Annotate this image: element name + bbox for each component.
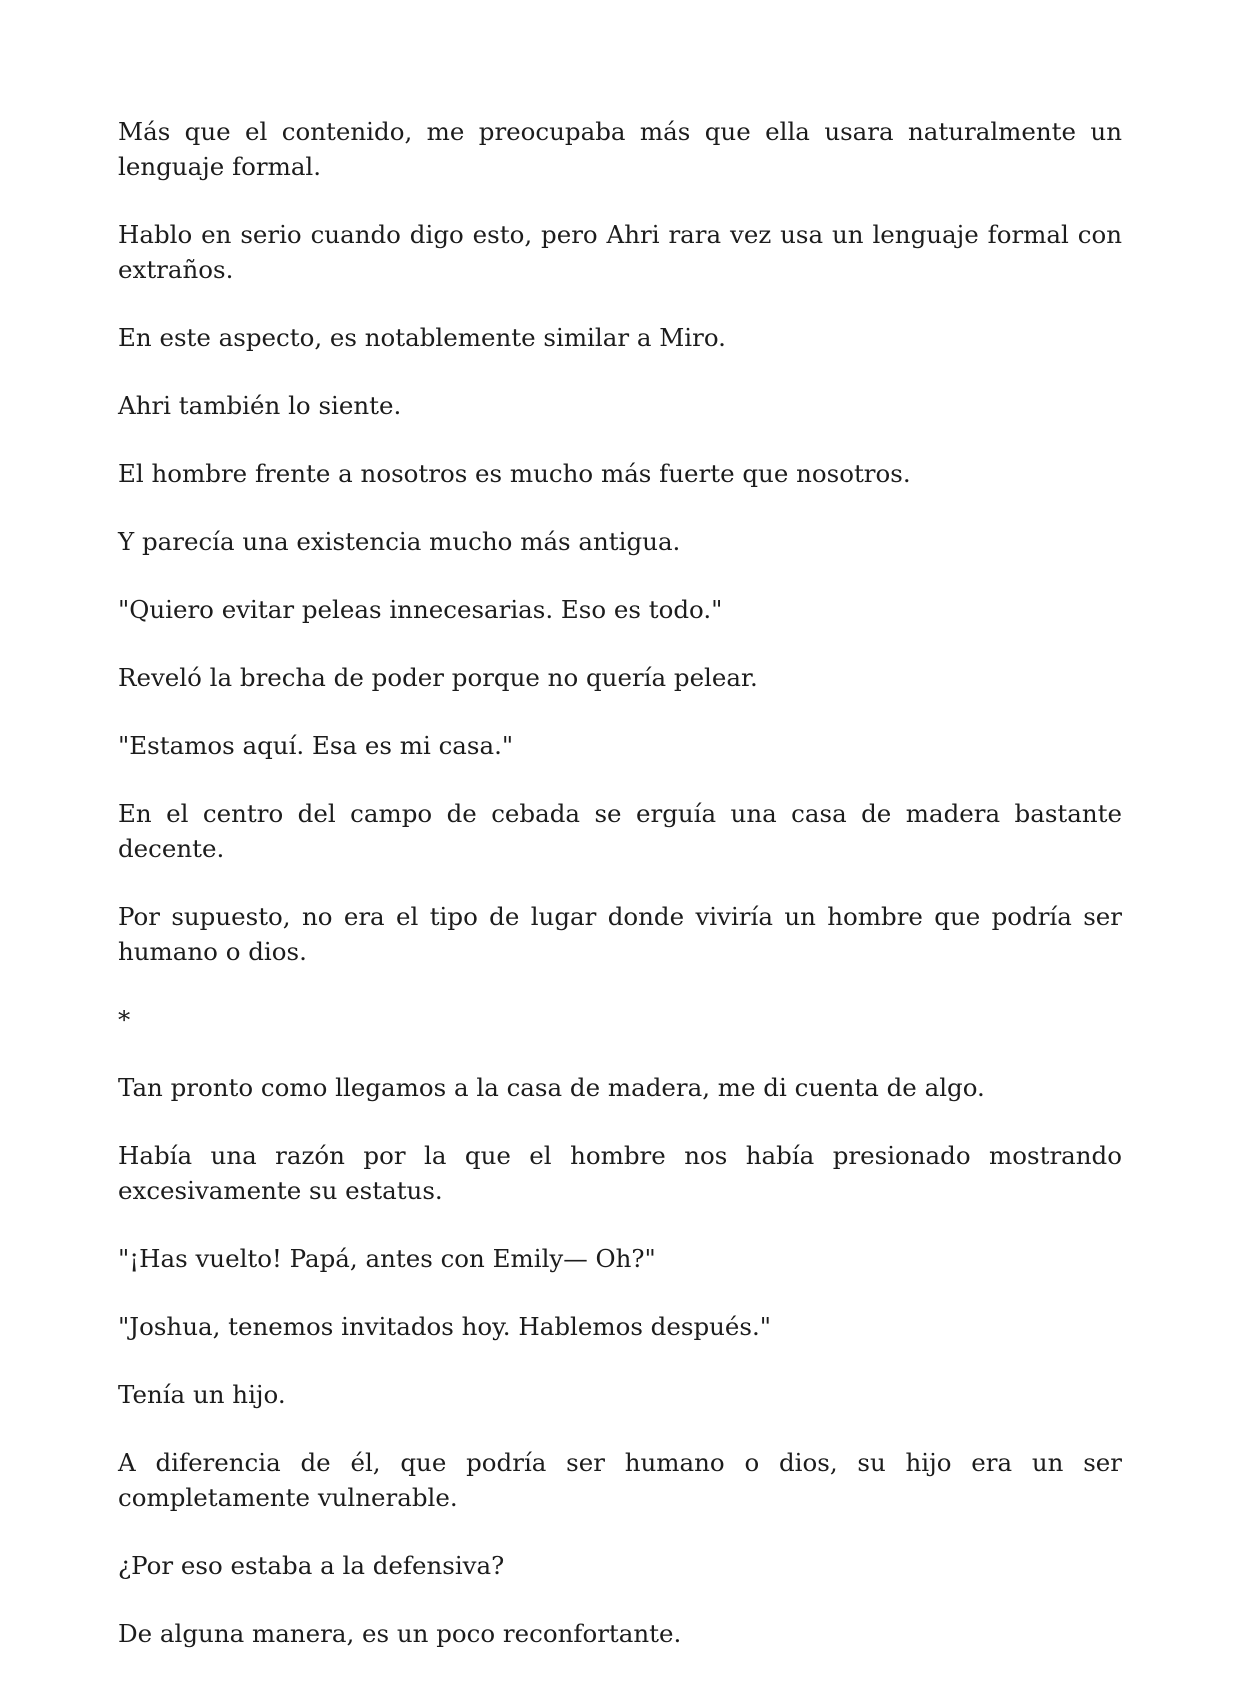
paragraph: Y parecía una existencia mucho más antigua. <box>118 527 681 556</box>
paragraph: Más que el contenido, me preocupaba más que ella usara naturalmente un lenguaje formal. <box>118 117 1122 181</box>
paragraph: El hombre frente a nosotros es mucho más fuerte que nosotros. <box>118 459 911 488</box>
paragraph: En este aspecto, es notablemente similar a Miro. <box>118 323 726 352</box>
paragraph: "¡Has vuelto! Papá, antes con Emily— Oh?" <box>118 1244 656 1273</box>
paragraph: Había una razón por la que el hombre nos había presionado mostrando excesivamente su estatus. <box>118 1141 1122 1205</box>
paragraph: Hablo en serio cuando digo esto, pero Ahri rara vez usa un lenguaje formal con extraños. <box>118 220 1122 284</box>
paragraph: A diferencia de él, que podría ser humano o dios, su hijo era un ser completamente vulnerable. <box>118 1448 1122 1512</box>
scene-break: * <box>118 1005 131 1034</box>
document-body <box>118 114 1122 1684</box>
paragraph: Tan pronto como llegamos a la casa de madera, me di cuenta de algo. <box>118 1073 985 1102</box>
paragraph: Por supuesto, no era el tipo de lugar donde viviría un hombre que podría ser humano o dios. <box>118 902 1122 966</box>
paragraph: ¿Por eso estaba a la defensiva? <box>118 1551 505 1580</box>
paragraph: "Joshua, tenemos invitados hoy. Hablemos después." <box>118 1312 772 1341</box>
paragraph: "Quiero evitar peleas innecesarias. Eso es todo." <box>118 595 723 624</box>
paragraph: De alguna manera, es un poco reconfortante. <box>118 1619 682 1648</box>
paragraph: Tenía un hijo. <box>118 1380 286 1409</box>
paragraph: Ahri también lo siente. <box>118 391 402 420</box>
paragraph: Reveló la brecha de poder porque no quería pelear. <box>118 663 758 692</box>
paragraph: "Estamos aquí. Esa es mi casa." <box>118 731 514 760</box>
paragraph: En el centro del campo de cebada se erguía una casa de madera bastante decente. <box>118 799 1122 863</box>
